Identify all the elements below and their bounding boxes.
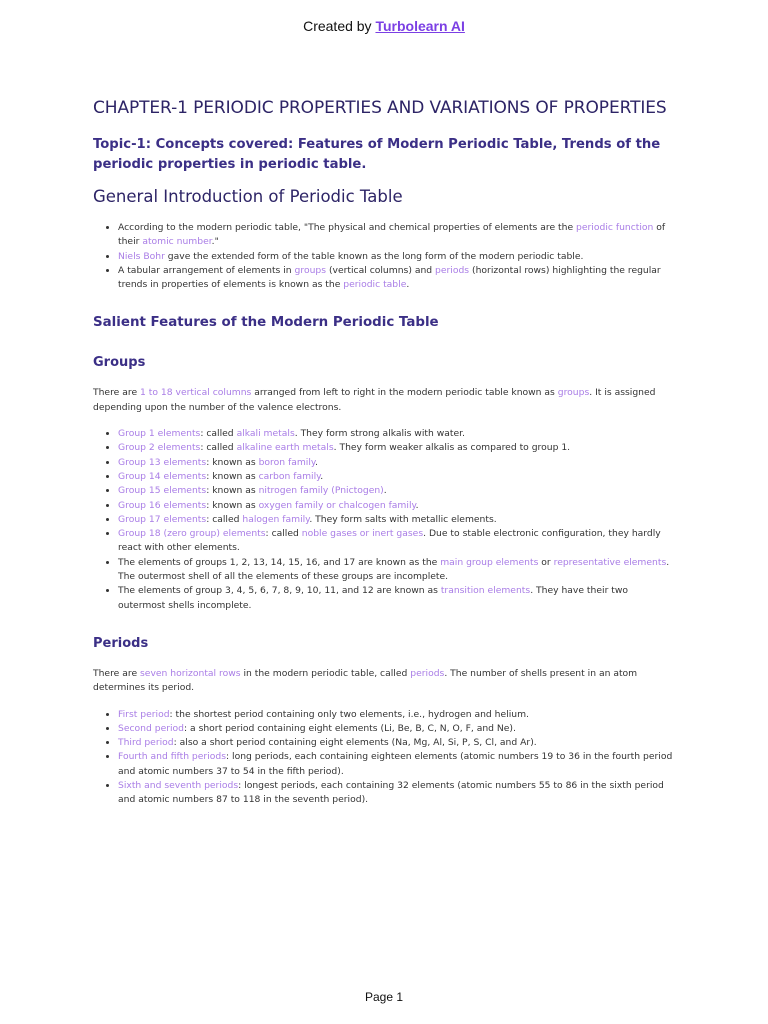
list-item (118, 456, 678, 470)
text-segment: : longest periods, each containing 32 elements (atomic numbers 55 to 86 in the sixth period and atomic numbers 87 to 118 in the seventh period). (118, 780, 664, 806)
periods-intro (93, 667, 678, 696)
list-item (118, 221, 678, 250)
periods-list (93, 708, 678, 808)
list-item (118, 499, 678, 513)
text-segment: : also a short period containing eight elements (Na, Mg, Al, Si, P, S, Cl, and Ar). (173, 737, 537, 749)
text-segment: There are (93, 667, 141, 679)
text-segment: . They form salts with metallic elements. (309, 513, 497, 525)
list-item (118, 556, 678, 585)
highlighted-term: Group 15 elements (118, 485, 207, 497)
highlighted-term: atomic number (142, 236, 212, 248)
highlighted-term: Group 17 elements (118, 513, 207, 525)
highlighted-term: alkali metals (236, 428, 295, 440)
text-segment: The elements of group 3, 4, 5, 6, 7, 8, 9, 10, 11, and 12 are known as (118, 585, 441, 597)
text-segment: There are (93, 387, 141, 399)
list-item (118, 708, 678, 722)
list-item (118, 470, 678, 484)
list-item (118, 264, 678, 293)
highlighted-term: periodic function (576, 222, 654, 233)
main-content (93, 95, 678, 808)
highlighted-term: Group 1 elements (118, 428, 201, 440)
highlighted-term: Fourth and fifth periods (118, 751, 226, 763)
text-segment: gave the extended form of the table known as the long form of the modern periodic table. (164, 250, 584, 262)
highlighted-term: main group elements (440, 556, 539, 568)
general-intro-list (93, 221, 678, 292)
text-segment: : called (200, 442, 237, 454)
highlighted-term: periodic table (343, 279, 407, 291)
general-intro-heading: General Introduction of Periodic Table (93, 187, 403, 206)
highlighted-term: nitrogen family (Pnictogen) (258, 485, 384, 497)
list-item (118, 750, 678, 779)
text-segment: The elements of groups 1, 2, 13, 14, 15, 16, and 17 are known as the (118, 556, 441, 568)
highlighted-term: Group 14 elements (118, 470, 207, 482)
text-segment: . (383, 485, 387, 497)
highlighted-term: groups (294, 264, 327, 276)
text-segment: : known as (206, 456, 259, 468)
list-item (118, 584, 678, 613)
groups-intro (93, 386, 678, 415)
text-segment: : known as (206, 470, 259, 482)
groups-list (93, 427, 678, 613)
highlighted-term: groups (557, 387, 590, 399)
salient-features-heading: Salient Features of the Modern Periodic Table (93, 315, 439, 331)
list-item (118, 722, 678, 736)
text-segment: : called (265, 528, 302, 540)
chapter-title: CHAPTER-1 PERIODIC PROPERTIES AND VARIATIONS OF PROPERTIES (93, 98, 667, 118)
text-segment: : a short period containing eight elements (Li, Be, B, C, N, O, F, and Ne). (184, 722, 516, 734)
list-item (118, 250, 678, 264)
topic-title: Topic-1: Concepts covered: Features of Modern Periodic Table, Trends of the periodic properties in periodic table. (93, 137, 661, 172)
highlighted-term: representative elements (553, 556, 667, 568)
highlighted-term: carbon family (258, 470, 321, 482)
text-segment: . (406, 279, 410, 291)
created-by-header (0, 18, 768, 34)
text-segment: : the shortest period containing only two elements, i.e., hydrogen and helium. (169, 708, 529, 720)
text-segment: arranged from left to right in the modern periodic table known as (251, 387, 558, 399)
text-segment: A tabular arrangement of elements in (118, 264, 295, 276)
list-item (118, 513, 678, 527)
highlighted-term: Third period (118, 737, 174, 749)
list-item (118, 427, 678, 441)
turbolearn-link[interactable]: Turbolearn AI (375, 18, 465, 34)
text-segment: . (415, 499, 419, 511)
text-segment: : called (206, 513, 243, 525)
text-segment: : long periods, each containing eighteen elements (atomic numbers 19 to 36 in the fourth period and atomic numbers 37 to 54 in the fifth period). (118, 751, 673, 777)
text-segment: . They form strong alkalis with water. (294, 428, 465, 440)
text-segment: : called (200, 428, 237, 440)
highlighted-term: Group 18 (zero group) elements (118, 528, 266, 540)
highlighted-term: Sixth and seventh periods (118, 780, 239, 792)
text-segment: or (538, 556, 554, 568)
list-item (118, 736, 678, 750)
highlighted-term: Group 16 elements (118, 499, 207, 511)
list-item (118, 484, 678, 498)
highlighted-term: seven horizontal rows (140, 667, 241, 679)
text-segment: ." (211, 236, 219, 248)
text-segment: in the modern periodic table, called (240, 667, 411, 679)
highlighted-term: Niels Bohr (118, 250, 165, 262)
text-segment: : known as (206, 485, 259, 497)
highlighted-term: alkaline earth metals (236, 442, 334, 454)
list-item (118, 441, 678, 455)
highlighted-term: Group 13 elements (118, 456, 207, 468)
text-segment: . They form weaker alkalis as compared to group 1. (333, 442, 571, 454)
periods-heading: Periods (93, 635, 149, 651)
highlighted-term: 1 to 18 vertical columns (140, 387, 252, 399)
highlighted-term: halogen family (242, 513, 310, 525)
text-segment: . (320, 470, 324, 482)
list-item (118, 779, 678, 808)
text-segment: of their (118, 222, 666, 248)
highlighted-term: noble gases or inert gases (301, 528, 424, 540)
text-segment: . The outermost shell of all the elements of these groups are incomplete. (118, 556, 670, 583)
text-segment: : known as (206, 499, 259, 511)
text-segment: . It is assigned depending upon the number of the valence electrons. (93, 387, 656, 413)
text-segment: . The number of shells present in an atom determines its period. (93, 667, 638, 694)
list-item (118, 527, 678, 556)
highlighted-term: periods (410, 667, 445, 679)
text-segment: According to the modern periodic table, "The physical and chemical properties of elements are the (118, 222, 577, 233)
text-segment: (vertical columns) and (326, 264, 436, 276)
highlighted-term: First period (118, 708, 170, 720)
highlighted-term: periods (435, 264, 470, 276)
text-segment: . (315, 456, 318, 468)
created-by-label: Created by (303, 18, 376, 34)
text-segment: . Due to stable electronic configuration, they hardly react with other elements. (118, 528, 661, 554)
text-segment: (horizontal rows) highlighting the regular trends in properties of elements is known as the (118, 264, 661, 291)
highlighted-term: oxygen family or chalcogen family (258, 499, 416, 511)
highlighted-term: transition elements (440, 585, 531, 597)
page-number: Page 1 (364, 990, 404, 1004)
highlighted-term: boron family (258, 456, 316, 468)
highlighted-term: Second period (118, 722, 184, 734)
highlighted-term: Group 2 elements (118, 442, 201, 454)
text-segment: . They have their two outermost shells incomplete. (118, 585, 629, 611)
groups-heading: Groups (93, 355, 146, 371)
